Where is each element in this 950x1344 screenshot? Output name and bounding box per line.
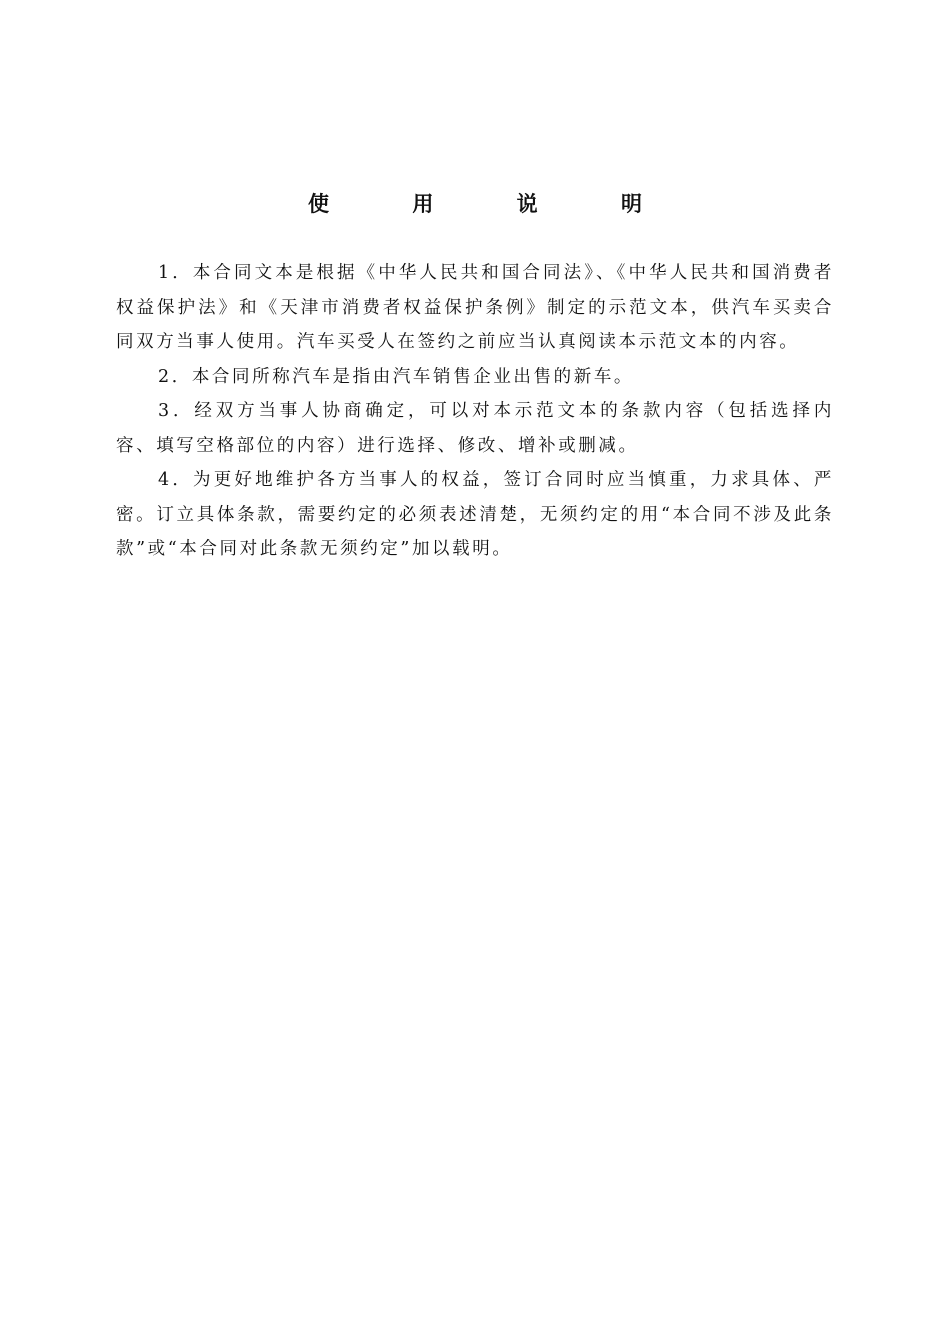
instruction-item-2: 2．本合同所称汽车是指由汽车销售企业出售的新车。: [158, 366, 635, 387]
instruction-item-1: 1．本合同文本是根据《中华人民共和国合同法》、《中华人民共和国消费者权益保护法》和《天津市消费者权益保护条例》制定的示范文本，供汽车买卖合同双方当事人使用。汽车买受人在签约之前应当认真阅读本示范文本的内容。: [116, 263, 834, 352]
instruction-item-3: 3．经双方当事人协商确定，可以对本示范文本的条款内容（包括选择内容、填写空格部位的内容）进行选择、修改、增补或删减。: [116, 401, 834, 456]
instructions-body: [116, 256, 834, 567]
instruction-item-4: 4．为更好地维护各方当事人的权益，签订合同时应当慎重，力求具体、严密。订立具体条款，需要约定的必须表述清楚，无须约定的用“本合同不涉及此条款”或“本合同对此条款无须约定”加以载明。: [116, 470, 834, 559]
page-title: 使 用 说 明: [308, 191, 680, 216]
